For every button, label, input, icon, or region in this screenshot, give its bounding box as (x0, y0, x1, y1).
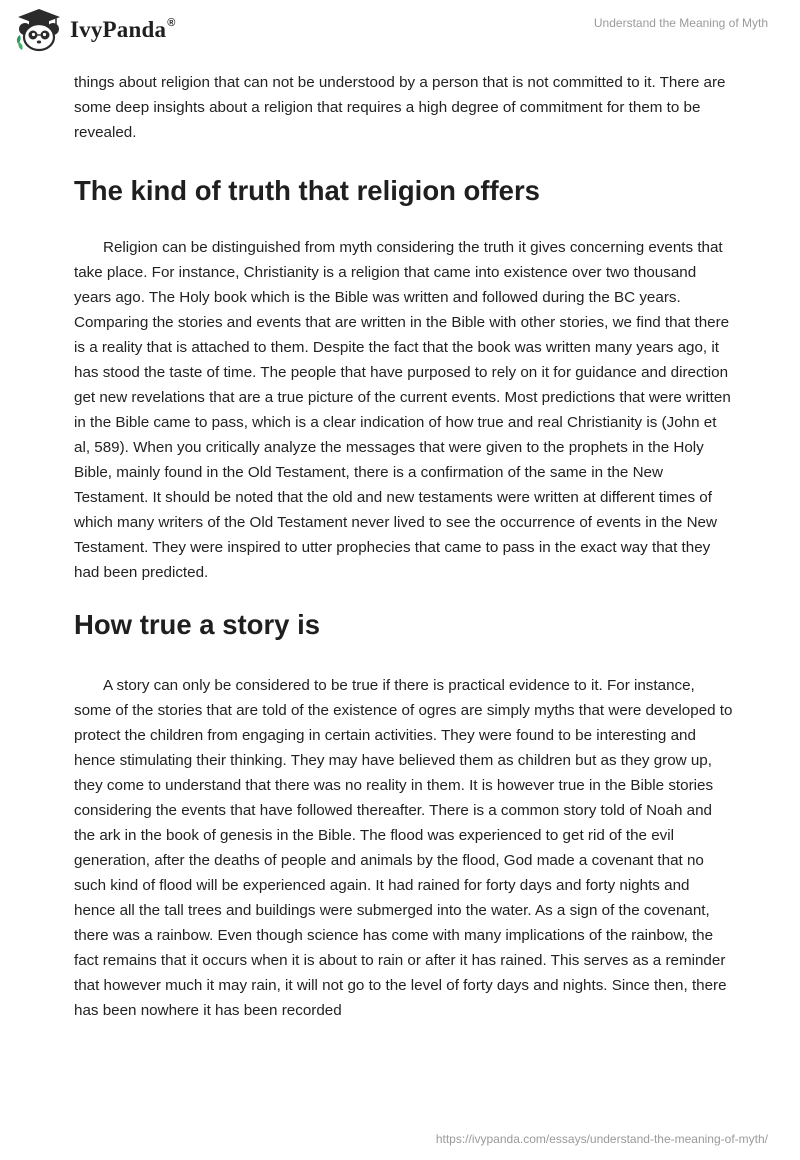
brand-name: IvyPanda® (70, 17, 176, 42)
section-paragraph-truth: Religion can be distinguished from myth considering the truth it gives concerning events that take place. For instance, Christianity is a religion that came into existence over two thousand years ago. The Holy book which is the Bible was written and followed during the BC years. Comparing the stories and events that are written in the Bible with other stories, we find that there is a reality that is attached to them. Despite the fact that the book was written many years ago, it has stood the taste of time. The people that have purposed to rely on it for guidance and direction get new revelations that are a true picture of the current events. Most predictions that were written in the Bible came to pass, which is a clear indication of how true and real Christianity is (John et al, 589). When you critically analyze the messages that were given to the prophets in the Holy Bible, mainly found in the Old Testament, there is a confirmation of the same in the New Testament. It should be noted that the old and new testaments were written at different times of which many writers of the Old Testament never lived to see the occurrence of events in the New Testament. They were inspired to utter prophecies that came to pass in the exact way that they had been predicted. (74, 239, 731, 581)
document-title: Understand the Meaning of Myth (593, 16, 768, 30)
essay-content (74, 70, 734, 1023)
intro-paragraph: things about religion that can not be understood by a person that is not committed to it. There are some deep insights about a religion that requires a high degree of commitment for them to be revealed. (74, 74, 726, 141)
page-header (0, 0, 800, 62)
section-paragraph-story: A story can only be considered to be true if there is practical evidence to it. For instance, some of the stories that are told of the existence of ogres are simply myths that were developed to protect the children from engaging in certain activities. They were found to be interesting and hence stimulating their thinking. They may have believed them as children but as they grow up, they come to understand that there was no reality in them. It is however true in the Bible stories considering the events that have followed thereafter. There is a common story told of Noah and the ark in the book of genesis in the Bible. The flood was experienced to get rid of the evil generation, after the deaths of people and animals by the flood, God made a covenant that no such kind of flood will be experienced again. It had rained for forty days and forty nights and hence all the tall trees and buildings were submerged into the water. As a sign of the covenant, there was a rainbow. Even though science has come with many implications of the rainbow, the fact remains that it occurs when it is about to rain or after it has rained. This serves as a reminder that however much it may rain, it will not go to the level of forty days and nights. Since then, there has been nowhere it has been recorded (74, 677, 733, 1019)
section-heading-truth: The kind of truth that religion offers (74, 175, 540, 206)
ivypanda-logo[interactable] (14, 8, 176, 52)
panda-mascot-icon (14, 8, 64, 52)
section-heading-story: How true a story is (74, 609, 321, 640)
source-url[interactable]: https://ivypanda.com/essays/understand-the-meaning-of-myth/ (435, 1132, 768, 1146)
